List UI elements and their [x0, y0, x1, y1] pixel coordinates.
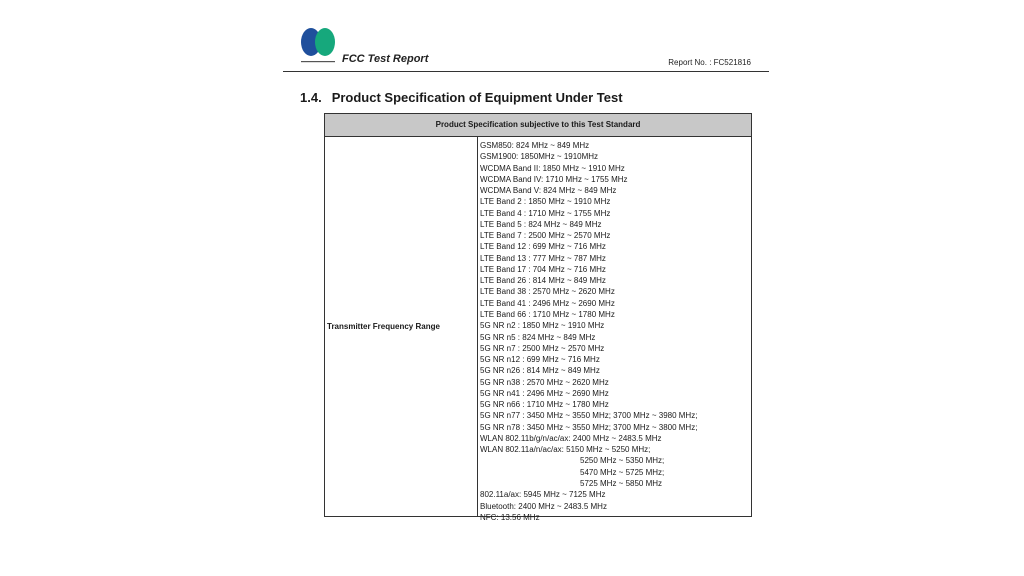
frequency-line: WCDMA Band V: 824 MHz ~ 849 MHz — [480, 186, 617, 196]
frequency-line: LTE Band 26 : 814 MHz ~ 849 MHz — [480, 276, 606, 286]
frequency-line: Bluetooth: 2400 MHz ~ 2483.5 MHz — [480, 501, 607, 511]
product-spec-table — [324, 113, 752, 522]
frequency-line: 5470 MHz ~ 5725 MHz; — [580, 467, 665, 477]
frequency-line: LTE Band 13 : 777 MHz ~ 787 MHz — [480, 253, 606, 263]
frequency-line: NFC: 13.56 MHz — [480, 512, 540, 522]
section-number: 1.4. — [300, 90, 322, 105]
frequency-line: 5G NR n38 : 2570 MHz ~ 2620 MHz — [480, 377, 609, 387]
frequency-line: 5G NR n5 : 824 MHz ~ 849 MHz — [480, 332, 596, 342]
frequency-line: WLAN 802.11b/g/n/ac/ax: 2400 MHz ~ 2483.5 MHz — [480, 433, 662, 443]
frequency-line: 5G NR n7 : 2500 MHz ~ 2570 MHz — [480, 343, 605, 353]
table-row — [325, 137, 751, 522]
frequency-line: LTE Band 7 : 2500 MHz ~ 2570 MHz — [480, 231, 611, 241]
frequency-line: 5725 MHz ~ 5850 MHz — [580, 478, 663, 488]
report-title: FCC Test Report — [342, 53, 429, 65]
frequency-line: 5G NR n12 : 699 MHz ~ 716 MHz — [480, 355, 600, 365]
frequency-line: WCDMA Band IV: 1710 MHz ~ 1755 MHz — [480, 174, 628, 184]
frequency-line: LTE Band 17 : 704 MHz ~ 716 MHz — [480, 264, 606, 274]
frequency-line: LTE Band 5 : 824 MHz ~ 849 MHz — [480, 219, 602, 229]
frequency-line: GSM850: 824 MHz ~ 849 MHz — [480, 141, 590, 150]
report-number: Report No. : FC521816 — [668, 58, 751, 67]
frequency-line: WLAN 802.11a/n/ac/ax: 5150 MHz ~ 5250 MHz; — [480, 445, 651, 455]
section-heading — [300, 90, 623, 105]
frequency-line: LTE Band 38 : 2570 MHz ~ 2620 MHz — [480, 287, 615, 297]
frequency-line: GSM1900: 1850MHz ~ 1910MHz — [480, 152, 599, 162]
frequency-line: LTE Band 4 : 1710 MHz ~ 1755 MHz — [480, 208, 611, 218]
company-logo — [298, 26, 338, 66]
frequency-line: 802.11a/ax: 5945 MHz ~ 7125 MHz — [480, 490, 606, 500]
section-title: Product Specification of Equipment Under Test — [331, 90, 623, 105]
frequency-line: WCDMA Band II: 1850 MHz ~ 1910 MHz — [480, 163, 625, 173]
row-label: Transmitter Frequency Range — [327, 322, 440, 331]
frequency-line: LTE Band 41 : 2496 MHz ~ 2690 MHz — [480, 298, 615, 308]
frequency-line: 5G NR n77 : 3450 MHz ~ 3550 MHz; 3700 MHz ~ 3980 MHz; — [480, 411, 698, 421]
frequency-line: 5G NR n2 : 1850 MHz ~ 1910 MHz — [480, 321, 605, 331]
frequency-line: LTE Band 12 : 699 MHz ~ 716 MHz — [480, 242, 606, 252]
table-header: Product Specification subjective to this Test Standard — [325, 114, 751, 137]
row-label-cell — [325, 137, 478, 516]
frequency-line: 5G NR n66 : 1710 MHz ~ 1780 MHz — [480, 400, 609, 410]
frequency-line: 5G NR n26 : 814 MHz ~ 849 MHz — [480, 366, 600, 376]
frequency-line: 5250 MHz ~ 5350 MHz; — [580, 456, 665, 466]
page-header — [283, 26, 769, 72]
frequency-values-cell — [478, 137, 751, 522]
frequency-line: 5G NR n78 : 3450 MHz ~ 3550 MHz; 3700 MHz ~ 3800 MHz; — [480, 422, 698, 432]
frequency-line: LTE Band 2 : 1850 MHz ~ 1910 MHz — [480, 197, 611, 207]
frequency-line: LTE Band 66 : 1710 MHz ~ 1780 MHz — [480, 309, 615, 319]
frequency-line: 5G NR n41 : 2496 MHz ~ 2690 MHz — [480, 388, 609, 398]
